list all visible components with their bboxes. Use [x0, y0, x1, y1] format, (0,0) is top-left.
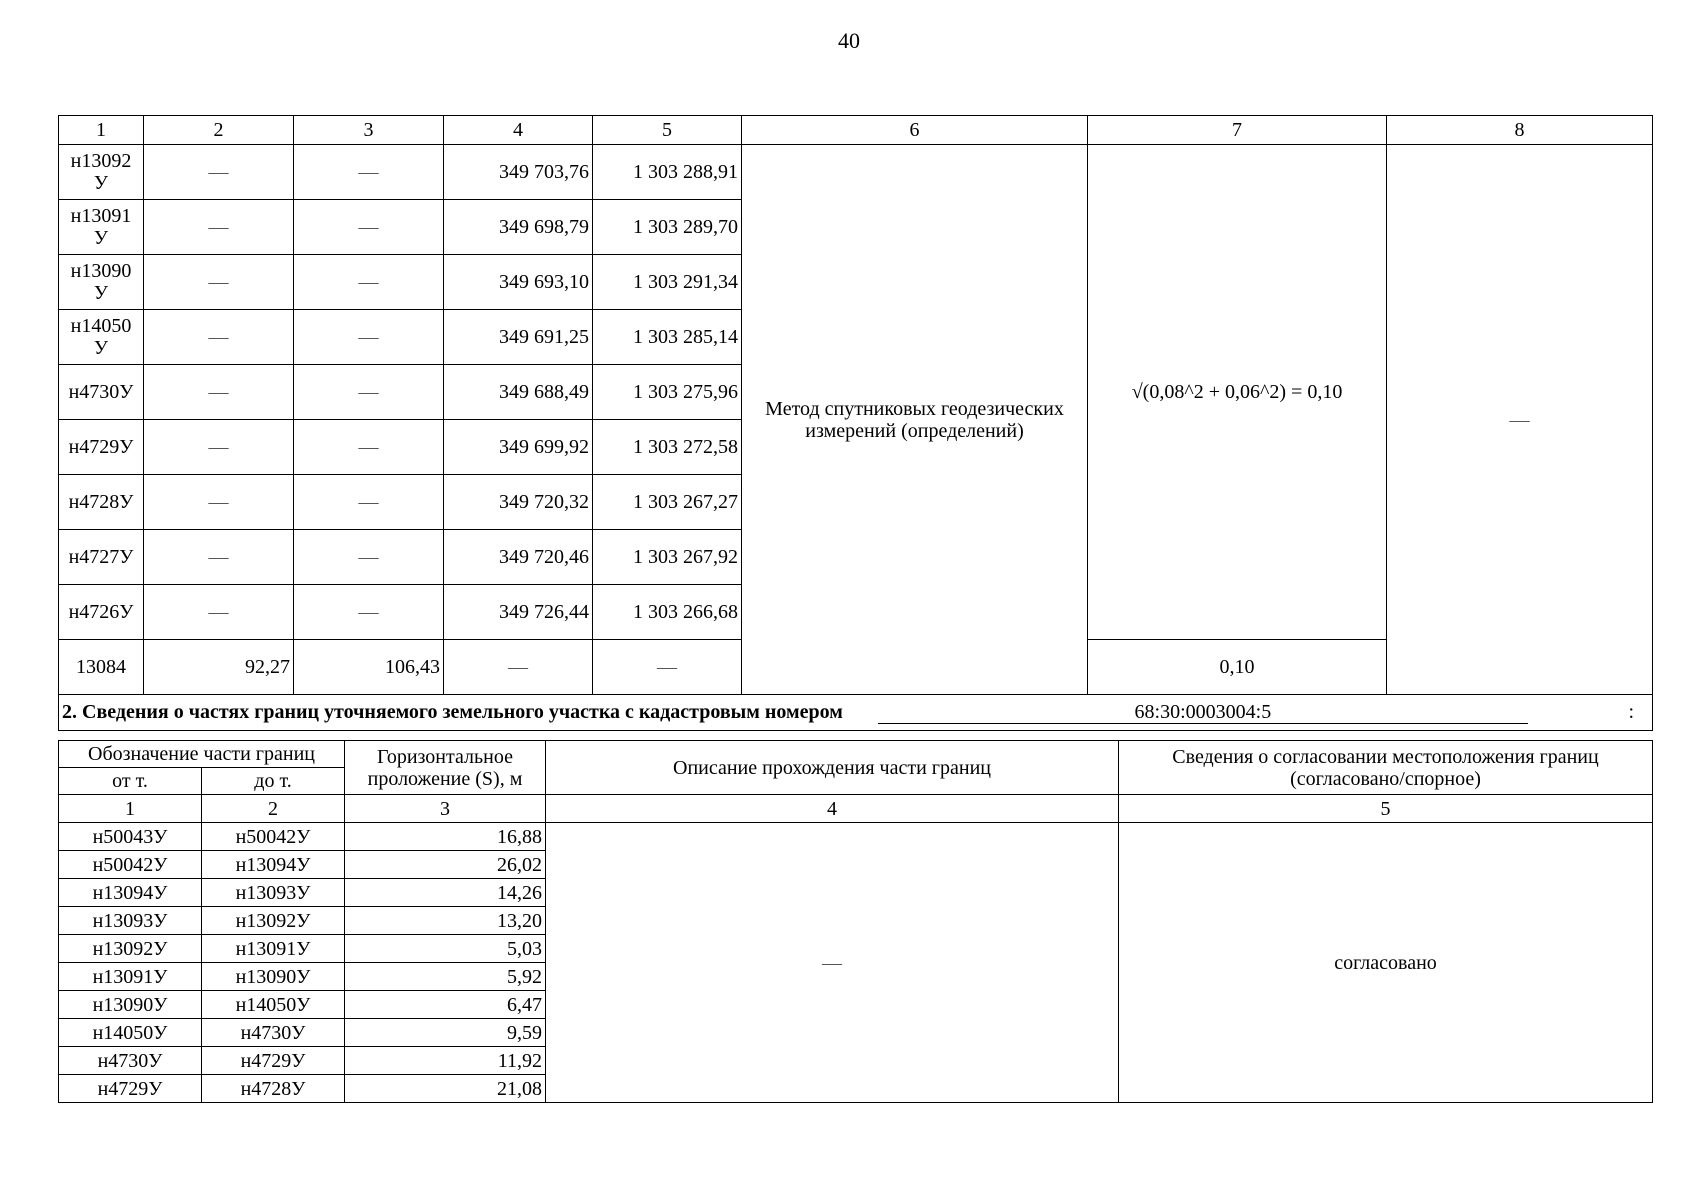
point-name: н4728У: [59, 475, 144, 530]
col-header-6: 6: [742, 116, 1088, 145]
coord-y: 1 303 289,70: [593, 200, 742, 255]
cell-2: —: [144, 200, 294, 255]
header-to: до т.: [202, 768, 345, 795]
to-point: н13094У: [202, 851, 345, 879]
from-point: н13090У: [59, 991, 202, 1019]
point-name: 13084: [59, 640, 144, 695]
cell-3: —: [294, 145, 444, 200]
coord-y: 1 303 288,91: [593, 145, 742, 200]
cell-3: —: [294, 310, 444, 365]
table-row: [59, 823, 1653, 851]
from-point: н4729У: [59, 1075, 202, 1103]
col-header-7: 7: [1088, 116, 1387, 145]
point-name: н13092 У: [59, 145, 144, 200]
length-value: 5,03: [345, 935, 546, 963]
header-row: [59, 116, 1653, 145]
from-point: н14050У: [59, 1019, 202, 1047]
coord-y: 1 303 266,68: [593, 585, 742, 640]
col-number-1: 1: [59, 795, 202, 823]
from-point: н13093У: [59, 907, 202, 935]
col-header-5: 5: [593, 116, 742, 145]
to-point: н4728У: [202, 1075, 345, 1103]
point-name: н14050 У: [59, 310, 144, 365]
cell-2: —: [144, 475, 294, 530]
description-cell: —: [546, 823, 1119, 1103]
point-name: н13090 У: [59, 255, 144, 310]
col-header-2: 2: [144, 116, 294, 145]
header-from: от т.: [59, 768, 202, 795]
cell-3: —: [294, 475, 444, 530]
cell-2: —: [144, 420, 294, 475]
length-value: 14,26: [345, 879, 546, 907]
cell-3: —: [294, 255, 444, 310]
coord-x: 349 726,44: [444, 585, 593, 640]
boundary-parts-table: [58, 740, 1653, 1103]
col8-cell: —: [1387, 145, 1653, 695]
cell-2: —: [144, 530, 294, 585]
col-header-8: 8: [1387, 116, 1653, 145]
length-value: 9,59: [345, 1019, 546, 1047]
accuracy-cell: √(0,08^2 + 0,06^2) = 0,10: [1088, 145, 1387, 640]
coord-y: 1 303 272,58: [593, 420, 742, 475]
point-name: н4729У: [59, 420, 144, 475]
coord-x: —: [444, 640, 593, 695]
coord-x: 349 699,92: [444, 420, 593, 475]
length-value: 21,08: [345, 1075, 546, 1103]
from-point: н13091У: [59, 963, 202, 991]
boundary-points-table: [58, 115, 1653, 731]
length-value: 16,88: [345, 823, 546, 851]
point-name: н4727У: [59, 530, 144, 585]
cell-2: —: [144, 585, 294, 640]
to-point: н4730У: [202, 1019, 345, 1047]
cell-3: —: [294, 365, 444, 420]
cell-2: —: [144, 365, 294, 420]
length-value: 26,02: [345, 851, 546, 879]
coord-y: 1 303 291,34: [593, 255, 742, 310]
col-number-3: 3: [345, 795, 546, 823]
length-value: 6,47: [345, 991, 546, 1019]
header-description: Описание прохождения части границ: [546, 741, 1119, 795]
coord-y: —: [593, 640, 742, 695]
cell-2: —: [144, 310, 294, 365]
from-point: н13092У: [59, 935, 202, 963]
from-point: н50042У: [59, 851, 202, 879]
col-header-4: 4: [444, 116, 593, 145]
from-point: н50043У: [59, 823, 202, 851]
coord-x: 349 720,32: [444, 475, 593, 530]
column-numbers-row: [59, 795, 1653, 823]
coord-x: 349 688,49: [444, 365, 593, 420]
cell-3: —: [294, 530, 444, 585]
col-number-5: 5: [1119, 795, 1653, 823]
to-point: н4729У: [202, 1047, 345, 1075]
section-title-text: 2. Сведения о частях границ уточняемого земельного участка с кадастровым номером: [62, 701, 843, 723]
coord-x: 349 703,76: [444, 145, 593, 200]
col-number-4: 4: [546, 795, 1119, 823]
cell-3: —: [294, 420, 444, 475]
from-point: н4730У: [59, 1047, 202, 1075]
coord-x: 349 691,25: [444, 310, 593, 365]
from-point: н13094У: [59, 879, 202, 907]
length-value: 11,92: [345, 1047, 546, 1075]
to-point: н50042У: [202, 823, 345, 851]
point-name: н4730У: [59, 365, 144, 420]
cell-2: —: [144, 255, 294, 310]
coord-y: 1 303 267,27: [593, 475, 742, 530]
cell-2: 92,27: [144, 640, 294, 695]
cadastral-number: 68:30:0003004:5: [878, 701, 1528, 724]
section-2-title: [59, 695, 1653, 731]
point-name: н4726У: [59, 585, 144, 640]
method-cell: Метод спутниковых геодезических измерений (определений): [742, 145, 1088, 695]
coord-y: 1 303 275,96: [593, 365, 742, 420]
agreement-cell: согласовано: [1119, 823, 1653, 1103]
col-header-1: 1: [59, 116, 144, 145]
cell-2: —: [144, 145, 294, 200]
cell-3: —: [294, 585, 444, 640]
section-suffix: :: [1628, 701, 1634, 723]
col-header-3: 3: [294, 116, 444, 145]
coord-x: 349 698,79: [444, 200, 593, 255]
to-point: н13092У: [202, 907, 345, 935]
length-value: 5,92: [345, 963, 546, 991]
header-agreement: Сведения о согласовании местоположения границ (согласовано/спорное): [1119, 741, 1653, 795]
header-length: Горизонтальное проложение (S), м: [345, 741, 546, 795]
section-2-row: [59, 695, 1653, 731]
point-name: н13091 У: [59, 200, 144, 255]
to-point: н13093У: [202, 879, 345, 907]
cell-3: 106,43: [294, 640, 444, 695]
header-row: [59, 741, 1653, 768]
accuracy-value: 0,10: [1088, 640, 1387, 695]
table-row: [59, 145, 1653, 200]
length-value: 13,20: [345, 907, 546, 935]
to-point: н13091У: [202, 935, 345, 963]
coord-x: 349 693,10: [444, 255, 593, 310]
page-number: 40: [838, 28, 860, 53]
coord-y: 1 303 267,92: [593, 530, 742, 585]
header-designation: Обозначение части границ: [59, 741, 345, 768]
col-number-2: 2: [202, 795, 345, 823]
coord-y: 1 303 285,14: [593, 310, 742, 365]
coord-x: 349 720,46: [444, 530, 593, 585]
to-point: н14050У: [202, 991, 345, 1019]
to-point: н13090У: [202, 963, 345, 991]
cell-3: —: [294, 200, 444, 255]
